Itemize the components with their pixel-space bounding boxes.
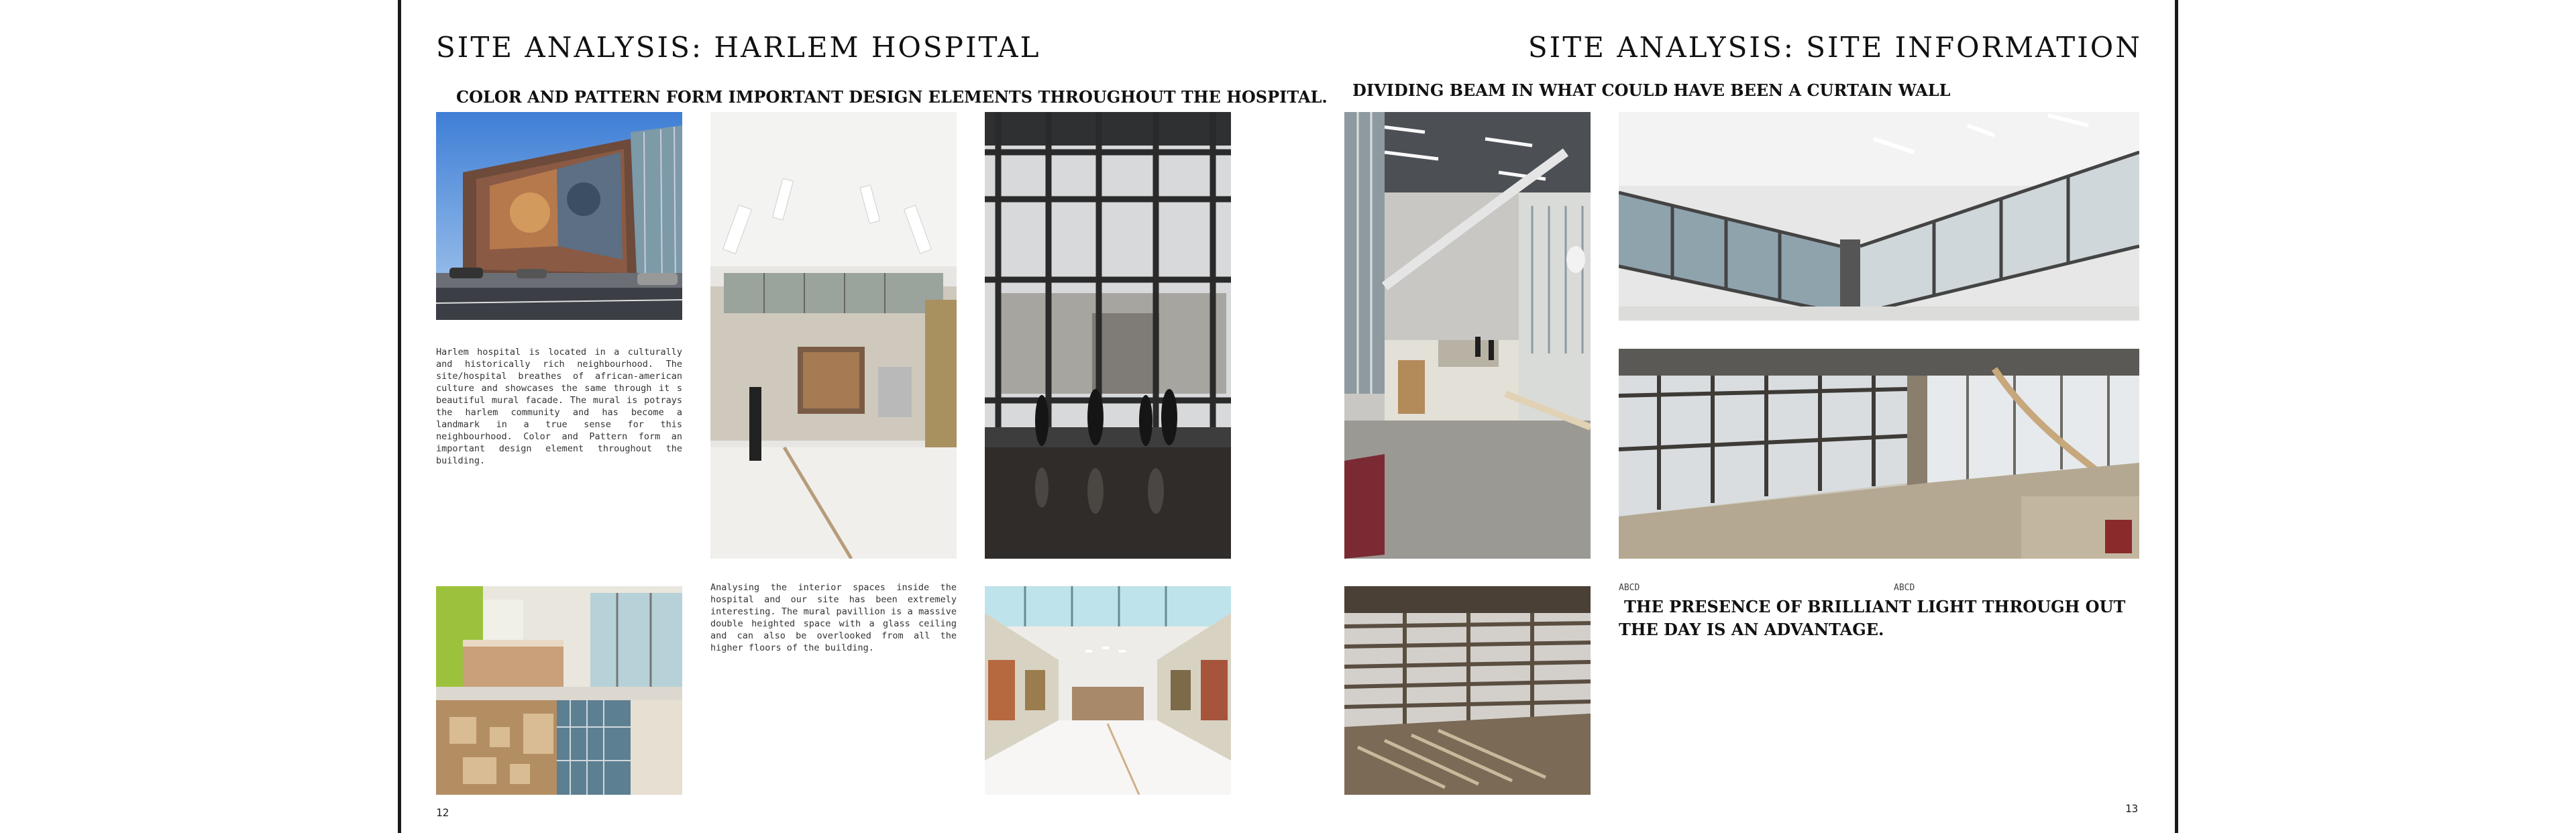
corridor-murals-photo — [985, 586, 1231, 795]
left-page-number: 12 — [436, 806, 449, 819]
right-page-subheading: DIVIDING BEAM IN WHAT COULD HAVE BEEN A CURTAIN WALL — [1352, 80, 1951, 100]
left-page-title: SITE ANALYSIS: HARLEM HOSPITAL — [436, 31, 1041, 64]
mural-pavilion-entrance-photo — [710, 112, 957, 559]
right-page-number: 13 — [2125, 802, 2139, 815]
left-paragraph-1: Harlem hospital is located in a culturally and historically rich neighbourhood. The site/hospital breathes of african-american culture and showcases the same through it s beautiful mural facade. The mural is potrays the harlem community and has become a landmark in a true sense for this neighbourhood. Color and Pattern form an important design element throughout the building. — [436, 347, 682, 466]
left-frame-line — [398, 0, 401, 833]
right-label-1: ABCD — [1619, 583, 1640, 593]
right-frame-line — [2175, 0, 2178, 833]
hospital-exterior-photo — [436, 112, 682, 320]
right-page-caption: THE PRESENCE OF BRILLIANT LIGHT THROUGH OUT THE DAY IS AN ADVANTAGE. — [1619, 597, 2126, 639]
reception-desk-photo — [436, 586, 682, 795]
louvered-windows-photo — [1344, 586, 1591, 795]
construction-interior-photo — [1344, 112, 1591, 559]
left-paragraph-2: Analysing the interior spaces inside the hospital and our site has been extremely interesting. The mural pavillion is a massive double heighted space with a glass ceiling and can also be overlooked from all the higher floors of the building. — [710, 582, 957, 653]
right-label-2: ABCD — [1894, 583, 1915, 593]
glass-wall-people-photo — [985, 112, 1231, 559]
atrium-overlook-photo — [1619, 349, 2139, 559]
upper-windows-beam-photo — [1619, 112, 2139, 321]
left-page-subheading: COLOR AND PATTERN FORM IMPORTANT DESIGN ELEMENTS THROUGHOUT THE HOSPITAL. — [456, 87, 1328, 107]
right-page-title: SITE ANALYSIS: SITE INFORMATION — [1527, 31, 2142, 64]
